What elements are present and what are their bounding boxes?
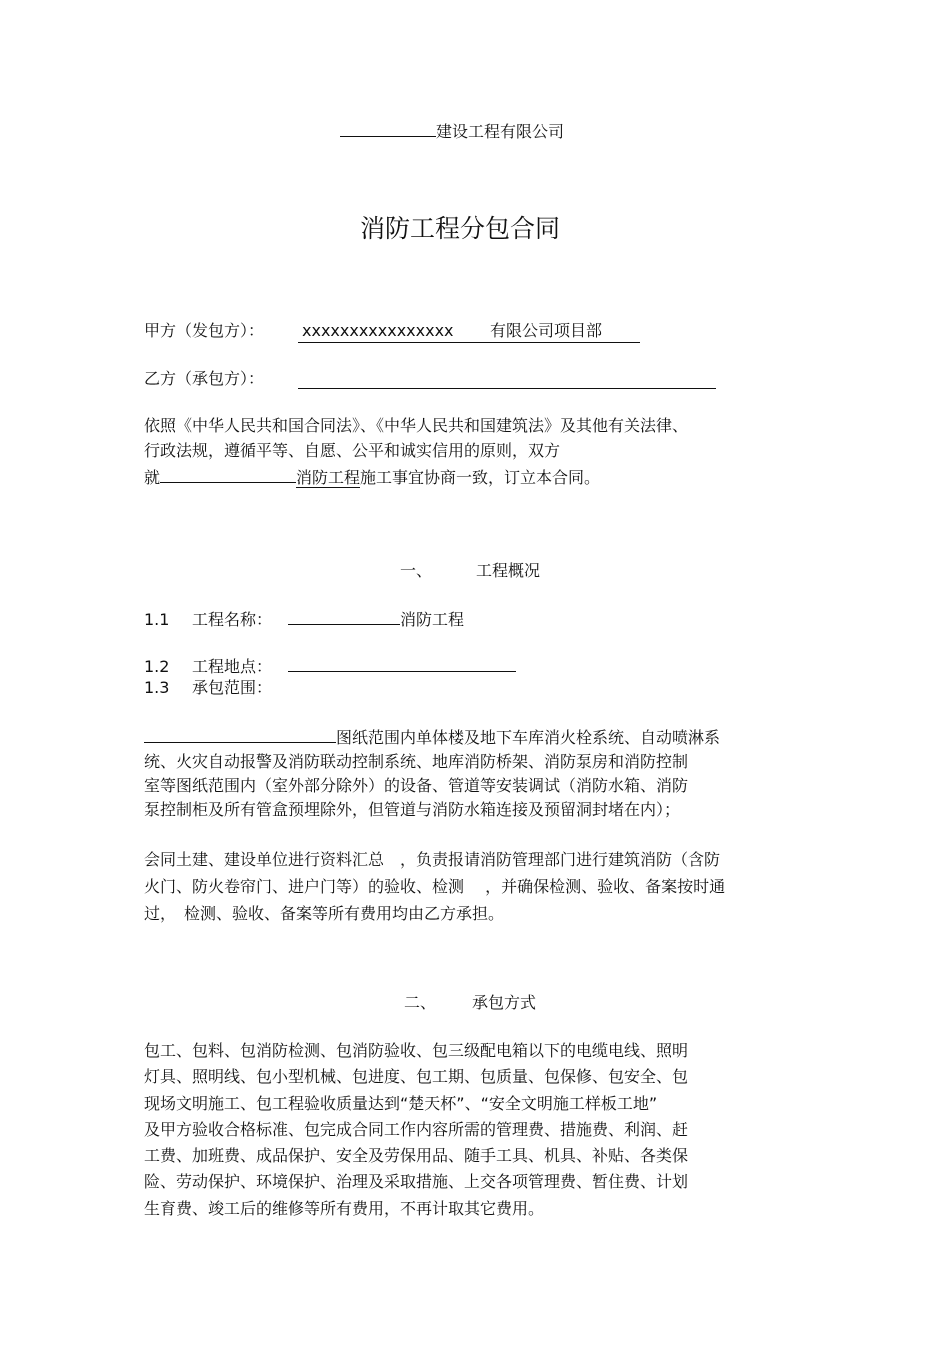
section-1-number: 一、 [400,561,433,580]
preamble-line-3 [144,463,688,490]
section-1-heading [400,560,540,582]
party-a-line [144,320,264,342]
company-header [340,118,564,143]
party-b-label: 乙方（承包方）： [144,369,265,388]
item-1-2 [144,653,516,678]
scope-paragraph [144,724,720,822]
party-b-blank [298,368,716,389]
contract-line: 及甲方验收合格标准、包完成合同工作内容所需的管理费、措施费、利润、赶 [144,1119,689,1139]
preamble-prefix: 就 [144,468,161,487]
preamble [144,413,688,490]
contract-title: 消防工程分包合同 [360,214,561,243]
project-name-field [288,606,400,625]
acceptance-line: 会同土建、建设单位进行资料汇总 ，负责报请消防管理部门进行建筑消防（含防 [144,850,721,869]
project-location-field [288,653,516,672]
company-suffix: 建设工程有限公司 [436,122,565,141]
acceptance-line: 过， 检测、验收、备案等所有费用均由乙方承担。 [144,904,505,923]
preamble-suffix: 施工事宜协商一致，订立本合同。 [360,468,601,487]
section-2-body [144,1038,688,1222]
company-name-blank [340,118,436,137]
item-label: 工程名称： [192,610,273,629]
contract-line: 现场文明施工、包工程验收质量达到“楚天杯”、“安全文明施工样板工地” [144,1093,658,1113]
item-1-3 [144,677,272,699]
contract-line: 包工、包料、包消防检测、包消防验收、包三级配电箱以下的电缆电线、照明 [144,1041,689,1060]
preamble-underlined: 消防工程 [296,468,361,487]
contract-line: 工费、加班费、成品保护、安全及劳保用品、随手工具、机具、补贴、各类保 [144,1146,689,1166]
contract-line: 险、劳动保护、环境保护、治理及采取措施、上交各项管理费、暂住费、计划 [144,1172,689,1192]
scope-line: 泵控制柜及所有管盒预埋除外，但管道与消防水箱连接及预留洞封堵在内）； [144,800,681,819]
item-1-1 [144,606,464,631]
party-a-name: xxxxxxxxxxxxxxxx [302,321,454,340]
section-2-title: 承包方式 [472,993,537,1012]
preamble-line: 依照《中华人民共和国合同法》、《中华人民共和国建筑法》及其他有关法律、 [144,416,689,435]
acceptance-paragraph [144,846,725,927]
item-number: 1.2 [144,657,170,676]
scope-blank [144,724,336,743]
item-label: 工程地点： [192,657,273,676]
scope-text: 图纸范围内单体楼及地下车库消火栓系统、自动喷淋系 [336,728,721,747]
scope-line-1 [144,724,720,750]
item-number: 1.1 [144,610,170,629]
scope-line: 统、火灾自动报警及消防联动控制系统、地库消防桥架、消防泵房和消防控制 [144,752,689,771]
item-label: 承包范围： [192,678,273,697]
party-a-suffix: 有限公司项目部 [490,321,603,340]
project-name-blank [160,463,296,483]
scope-line: 室等图纸范围内（室外部分除外）的设备、管道等安装调试（消防水箱、消防 [144,776,689,795]
party-a-field [298,320,640,343]
item-value: 消防工程 [400,610,465,629]
party-a-label: 甲方（发包方）： [144,321,265,340]
contract-line: 生育费、竣工后的维修等所有费用，不再计取其它费用。 [144,1198,545,1218]
contract-line: 灯具、照明线、包小型机械、包进度、包工期、包质量、包保修、包安全、包 [144,1067,689,1087]
section-2-number: 二、 [404,993,437,1012]
section-2-heading [404,992,536,1014]
item-number: 1.3 [144,678,170,697]
preamble-line: 行政法规，遵循平等、自愿、公平和诚实信用的原则，双方 [144,441,561,460]
section-1-title: 工程概况 [476,561,541,580]
acceptance-line: 火门、防火卷帘门、进户门等）的验收、检测 ，并确保检测、验收、备案按时通 [144,877,726,896]
